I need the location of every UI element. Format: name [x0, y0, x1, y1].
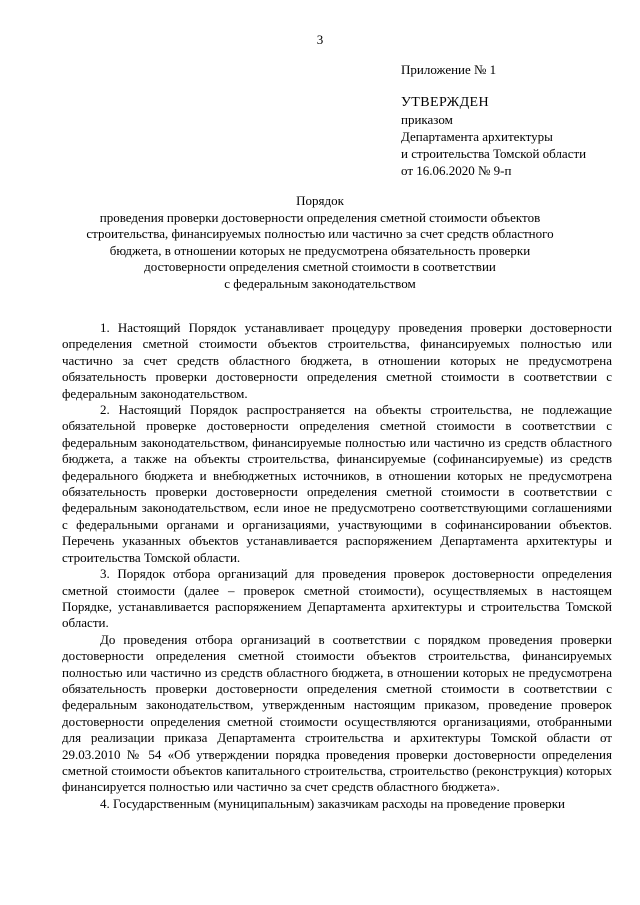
- document-title: [70, 193, 570, 293]
- title-line: с федеральным законодательством: [224, 275, 416, 291]
- paragraph-4: 4. Государственным (муниципальным) заказчикам расходы на проведение проверки: [100, 795, 566, 811]
- approval-line: приказом: [401, 112, 453, 127]
- title-line: строительства, финансируемых полностью или частично за счет средств областного: [86, 226, 554, 242]
- appendix-label: Приложение № 1: [401, 62, 497, 77]
- paragraph-2: 2. Настоящий Порядок распространяется на объекты строительства, не подлежащие обязательной проверке достоверности определения сметной стоимости в соответствии с федеральным законодательством, финансируемые полностью или частично из средств областного бюджета, а также на объекты строительства, финансируемые (софинансируемые) из средств федерального бюджета и внебюджетных источников, в отношении которых не предусмотрена обязательность проверки достоверности определения сметной стоимости в соответствии с федеральным законодательством, если иное не предусмотрено соответствующими соглашениями с федеральными органами и организациями, участвующими в софинансировании объектов. Перечень указанных объектов устанавливается распоряжением Департамента архитектуры и строительства Томской области.: [62, 402, 612, 565]
- approval-line: от 16.06.2020 № 9-п: [401, 163, 512, 178]
- paragraph-3-continued: До проведения отбора организаций в соответствии с порядком проведения проверки достоверности определения сметной стоимости объектов строительства, финансируемых полностью или частично из средств областного бюджета, в отношении которых не предусмотрена обязательность проверки достоверности определения сметной стоимости в соответствии с федеральным законодательством, утвержденным настоящим приказом, проведение проверок достоверности определения сметной стоимости осуществляются организациями, отобранными для реализации приказа Департамента строительства и архитектуры Томской области от 29.03.2010 № 54 «Об утверждении порядка проведения проверки достоверности определения сметной стоимости объектов капитального строительства, строительство (реконструкция) которых финансируется полностью или частично за счет средств областного бюджета».: [62, 631, 612, 795]
- paragraph-3: 3. Порядок отбора организаций для проведения проверок достоверности определения сметной стоимости (далее – проверок сметной стоимости), осуществляемых в настоящем Порядке, устанавливается распоряжением Департамента архитектуры и строительства Томской области.: [62, 566, 612, 631]
- approval-block: [401, 94, 586, 179]
- title-line: проведения проверки достоверности определения сметной стоимости объектов: [99, 209, 541, 225]
- approval-title: УТВЕРЖДЕН: [401, 95, 490, 110]
- approval-line: и строительства Томской области: [401, 146, 587, 161]
- title-heading: Порядок: [296, 193, 344, 208]
- title-line: достоверности определения сметной стоимости в соответствии: [144, 259, 496, 275]
- paragraph-1: 1. Настоящий Порядок устанавливает процедуру проведения проверки достоверности определения сметной стоимости объектов строительства, финансируемых полностью или частично за счет средств областного бюджета, в отношении которых не предусмотрена обязательность проверки достоверности определения сметной стоимости в соответствии с федеральным законодательством.: [62, 320, 612, 401]
- approval-line: Департамента архитектуры: [401, 129, 553, 144]
- document-body: [62, 320, 612, 812]
- page-number: 3: [316, 32, 324, 47]
- title-line: бюджета, в отношении которых не предусмотрена обязательность проверки: [109, 242, 531, 258]
